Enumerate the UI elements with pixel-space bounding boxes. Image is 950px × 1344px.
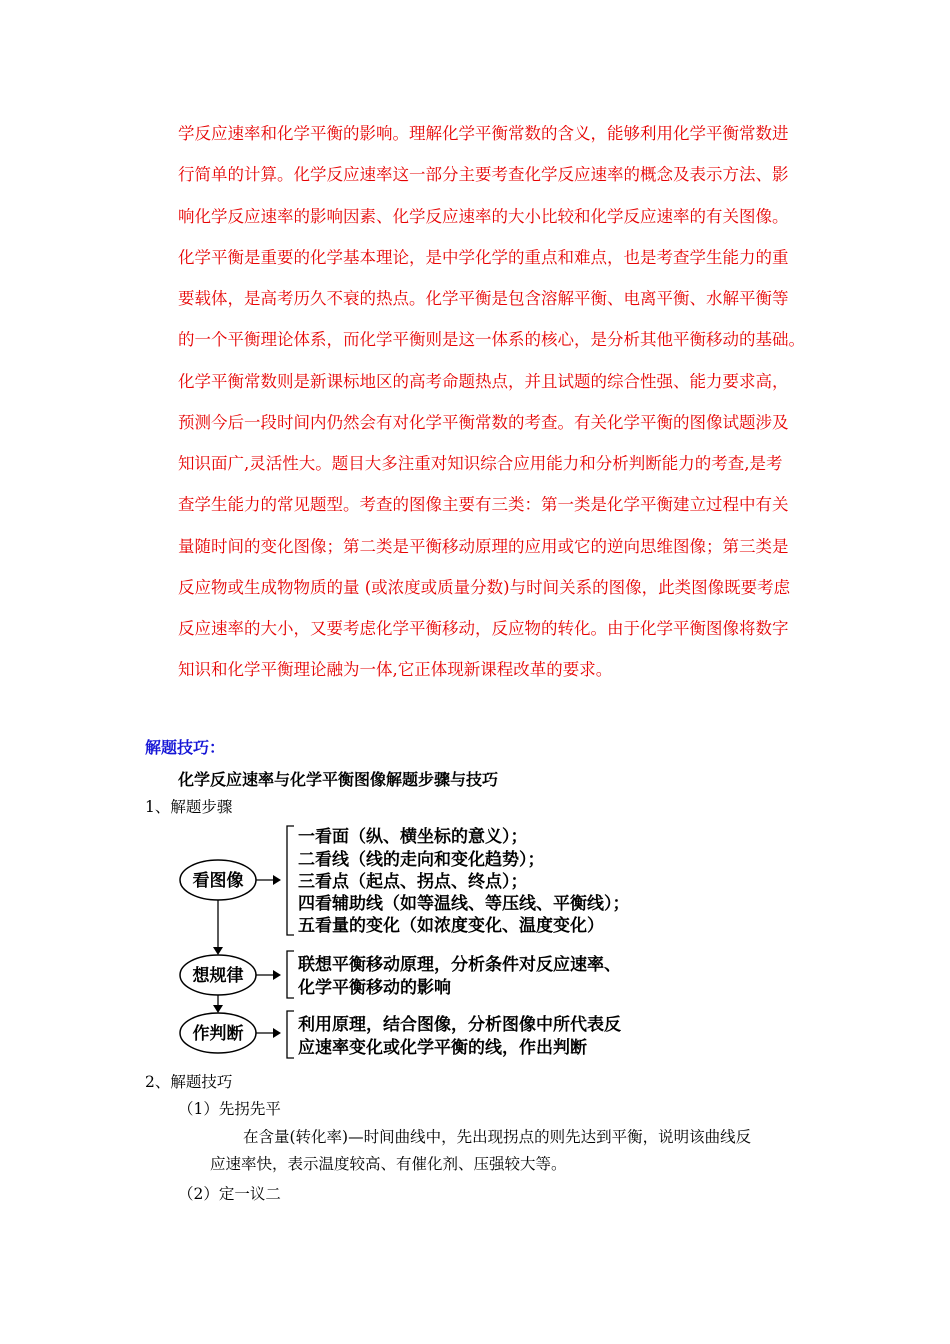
think-line-1: 联想平衡移动原理，分析条件对反应速率、 [298,955,621,975]
judge-line-1: 利用原理，结合图像，分析图像中所代表反 [298,1015,621,1035]
intro-line: 行简单的计算。化学反应速率这一部分主要考查化学反应速率的概念及表示方法、影 [178,165,789,185]
node-look: 看图像 [192,871,244,891]
look-item-5: 五看量的变化（如浓度变化、温度变化） [298,916,604,936]
look-item-3: 三看点（起点、拐点、终点）； [298,872,528,892]
intro-line: 要载体，是高考历久不衰的热点。化学平衡是包含溶解平衡、电离平衡、水解平衡等 [178,289,789,308]
arrow-down-icon [213,1005,223,1013]
intro-line: 学反应速率和化学平衡的影响。理解化学平衡常数的含义，能够利用化学平衡常数进 [178,124,789,143]
intro-line: 反应速率的大小，又要考虑化学平衡移动，反应物的转化。由于化学平衡图像将数字 [178,619,789,638]
intro-line: 反应物或生成物物质的量 (或浓度或质量分数)与时间关系的图像，此类图像既要考虑 [178,577,791,597]
think-line-2: 化学平衡移动的影响 [298,978,451,998]
intro-line: 的一个平衡理论体系，而化学平衡则是这一体系的核心，是分析其他平衡移动的基础。 [178,330,805,350]
tips-heading: 解题技巧： [145,738,226,757]
tip1-text-line-1: 在含量(转化率)—时间曲线中，先出现拐点的则先达到平衡，说明该曲线反 [243,1128,752,1146]
steps-diagram [170,820,690,1065]
tip2-label: （2）定一议二 [178,1185,281,1203]
node-judge: 作判断 [192,1024,244,1044]
intro-line: 响化学反应速率的影响因素、化学反应速率的大小比较和化学反应速率的有关图像。 [178,206,789,226]
intro-line: 预测今后一段时间内仍然会有对化学平衡常数的考查。有关化学平衡的图像试题涉及 [178,412,789,432]
arrow-right-icon [273,1028,281,1038]
section-title: 化学反应速率与化学平衡图像解题步骤与技巧 [178,770,499,789]
intro-line: 知识面广,灵活性大。题目大多注重对知识综合应用能力和分析判断能力的考查,是考 [178,454,783,473]
look-item-1: 一看面（纵、横坐标的意义）； [298,827,528,847]
arrow-right-icon [273,875,281,885]
arrow-right-icon [273,970,281,980]
step2-label: 2、解题技巧 [145,1073,233,1091]
look-item-2: 二看线（线的走向和变化趋势）； [298,850,545,870]
judge-line-2: 应速率变化或化学平衡的线，作出判断 [298,1038,587,1058]
intro-line: 化学平衡常数则是新课标地区的高考命题热点，并且试题的综合性强、能力要求高， [178,371,789,391]
arrow-down-icon [213,947,223,955]
intro-line: 查学生能力的常见题型。考查的图像主要有三类：第一类是化学平衡建立过程中有关 [178,495,789,515]
intro-line: 化学平衡是重要的化学基本理论，是中学化学的重点和难点，也是考查学生能力的重 [178,247,789,267]
intro-paragraph [178,124,818,702]
node-think: 想规律 [192,966,244,986]
tip1-label: （1）先拐先平 [178,1100,281,1118]
intro-line: 量随时间的变化图像；第二类是平衡移动原理的应用或它的逆向思维图像；第三类是 [178,536,789,556]
look-item-4: 四看辅助线（如等温线、等压线、平衡线）； [298,894,630,914]
tip1-text-line-2: 应速率快，表示温度较高、有催化剂、压强较大等。 [210,1155,567,1173]
tip1-paragraph [210,1124,810,1178]
intro-line: 知识和化学平衡理论融为一体,它正体现新课程改革的要求。 [178,660,613,680]
step1-label: 1、解题步骤 [145,798,233,816]
